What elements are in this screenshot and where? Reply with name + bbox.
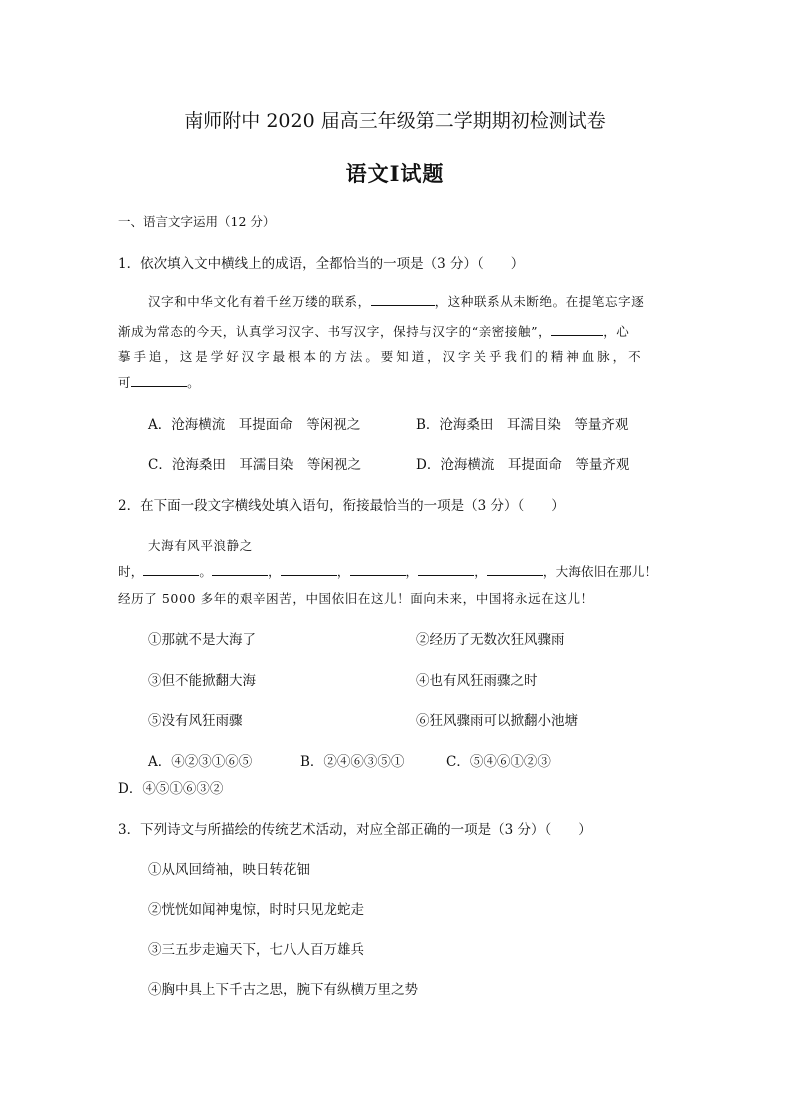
q3-item-3: ③三五步走遍天下，七八人百万雄兵 — [148, 942, 364, 958]
q2-blank-3 — [281, 563, 337, 576]
q1-passage-line-3: 摹手追，这是学好汉字最根本的方法。要知道，汉字关乎我们的精神血脉，不 — [118, 349, 642, 364]
q2-option-d: D．④⑤①⑥③② — [118, 781, 224, 797]
q2-item-4: ④也有风狂雨骤之时 — [416, 673, 538, 689]
q1-passage-text: ，心 — [603, 324, 630, 339]
q2-passage-text: 时， — [118, 564, 144, 579]
q2-item-6: ⑥狂风骤雨可以掀翻小池塘 — [416, 713, 578, 729]
q2-passage-line-3: 经历了 5000 多年的艰辛困苦，中国依旧在这儿！面向未来，中国将永远在这儿！ — [118, 591, 594, 606]
q2-passage-text: ，大海依旧在那儿！ — [542, 564, 658, 579]
q2-separator: ， — [268, 564, 281, 579]
q2-item-3: ③但不能掀翻大海 — [148, 673, 256, 689]
q3-item-2: ②恍恍如闻神鬼惊，时时只见龙蛇走 — [148, 902, 364, 918]
q2-passage-line-1: 大海有风平浪静之 — [148, 538, 253, 553]
q2-blank-6 — [487, 563, 543, 576]
section-heading: 一、语言文字运用（12 分） — [118, 214, 276, 229]
q2-separator: ， — [405, 564, 419, 579]
q1-option-d: D．沧海横流 耳提面命 等量齐观 — [416, 457, 630, 473]
q2-option-b: B．②④⑥③⑤① — [300, 754, 405, 770]
q3-item-1: ①从风回绮袖，映日转花钿 — [148, 862, 310, 878]
q1-passage-text: 汉字和中华文化有着千丝万缕的联系， — [148, 294, 371, 309]
q1-blank-3 — [131, 374, 187, 387]
q1-option-b: B．沧海桑田 耳濡目染 等量齐观 — [416, 417, 629, 433]
q2-item-5: ⑤没有风狂雨骤 — [148, 713, 243, 729]
exam-subtitle: 语文Ⅰ试题 — [345, 161, 445, 186]
q2-blank-4 — [350, 563, 406, 576]
q1-option-a: A．沧海横流 耳提面命 等闲视之 — [148, 417, 361, 433]
q2-passage-line-2 — [118, 562, 657, 580]
q2-passage-text: 。 — [199, 564, 213, 579]
q2-item-2: ②经历了无数次狂风骤雨 — [416, 632, 565, 648]
q2-separator: ， — [336, 564, 350, 579]
q1-passage-text: 。 — [187, 375, 201, 390]
q1-passage-text: 可 — [118, 375, 132, 390]
q1-passage-line-1 — [148, 292, 644, 310]
q2-separator: ， — [474, 564, 487, 579]
question-2-stem: 2．在下面一段文字横线处填入语句，衔接最恰当的一项是（3 分）（ ） — [118, 498, 565, 514]
q1-passage-text: 渐成为常态的今天，认真学习汉字、书写汉字，保持与汉字的“亲密接触”， — [118, 324, 552, 339]
q1-passage-line-2 — [118, 322, 629, 340]
question-3-stem: 3．下列诗文与所描绘的传统艺术活动，对应全部正确的一项是（3 分）（ ） — [118, 822, 592, 838]
exam-title: 南师附中 2020 届高三年级第二学期期初检测试卷 — [184, 110, 606, 132]
q2-blank-5 — [418, 563, 474, 576]
question-1-stem: 1．依次填入文中横线上的成语，全都恰当的一项是（3 分）（ ） — [118, 256, 525, 272]
q1-blank-1 — [371, 293, 435, 306]
q2-option-a: A．④②③①⑥⑤ — [148, 754, 253, 770]
q2-item-1: ①那就不是大海了 — [148, 632, 256, 648]
q1-option-c: C．沧海桑田 耳濡目染 等闲视之 — [148, 457, 361, 473]
q1-passage-text: ，这种联系从未断绝。在提笔忘字逐 — [434, 294, 645, 309]
q2-blank-1 — [143, 563, 199, 576]
q3-item-4: ④胸中具上下千古之思，腕下有纵横万里之势 — [148, 982, 418, 998]
q1-blank-2 — [551, 323, 603, 336]
q2-blank-2 — [212, 563, 268, 576]
q1-passage-line-4 — [118, 373, 200, 391]
q2-option-c: C．⑤④⑥①②③ — [446, 754, 551, 770]
